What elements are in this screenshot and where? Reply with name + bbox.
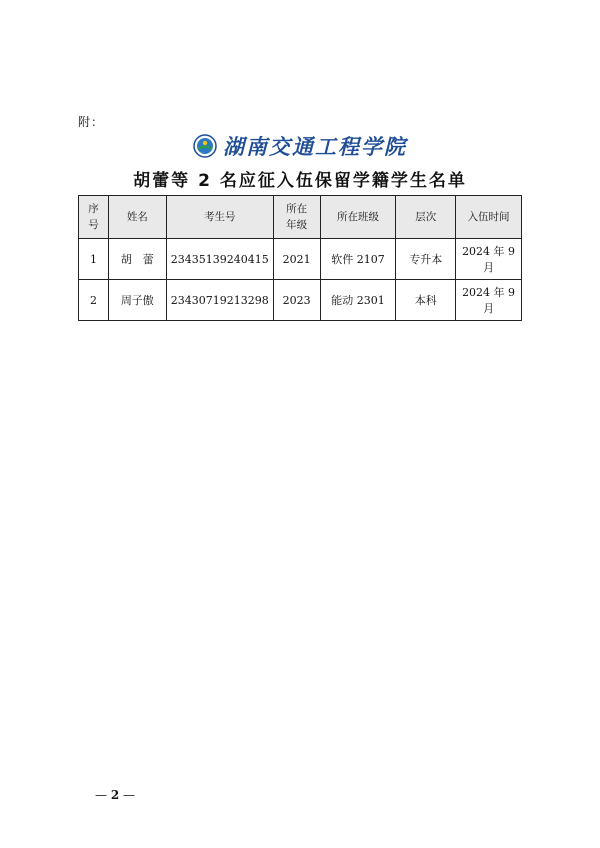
row-exam-no: 23430719213298 — [166, 280, 273, 321]
header-grade: 所在 年级 — [273, 196, 320, 239]
document-title: 胡蕾等 2 名应征入伍保留学籍学生名单 — [133, 171, 467, 191]
row-enlist-time: 2024 年 9 月 — [456, 280, 522, 321]
row-index: 1 — [79, 239, 109, 280]
student-roster-table — [78, 195, 522, 321]
row-grade: 2023 — [273, 280, 320, 321]
institution-name: 湖南交通工程学院 — [223, 134, 407, 159]
college-seal-icon — [193, 134, 217, 158]
row-level: 本科 — [396, 280, 456, 321]
row-name: 胡 蕾 — [108, 239, 166, 280]
row-name: 周子傲 — [108, 280, 166, 321]
page-number: — 2 — — [95, 788, 136, 802]
header-level: 层次 — [396, 196, 456, 239]
row-class: 能动 2301 — [320, 280, 396, 321]
table-header-row — [79, 196, 522, 239]
row-level: 专升本 — [396, 239, 456, 280]
row-class: 软件 2107 — [320, 239, 396, 280]
header-exam-no: 考生号 — [166, 196, 273, 239]
header-enlist-time: 入伍时间 — [456, 196, 522, 239]
row-index: 2 — [79, 280, 109, 321]
institution-header — [0, 131, 600, 161]
header-class: 所在班级 — [320, 196, 396, 239]
table-row — [79, 280, 522, 321]
row-exam-no: 23435139240415 — [166, 239, 273, 280]
header-index: 序 号 — [79, 196, 109, 239]
row-enlist-time: 2024 年 9 月 — [456, 239, 522, 280]
header-name: 姓名 — [108, 196, 166, 239]
attachment-label: 附： — [78, 115, 105, 129]
row-grade: 2021 — [273, 239, 320, 280]
table-row — [79, 239, 522, 280]
